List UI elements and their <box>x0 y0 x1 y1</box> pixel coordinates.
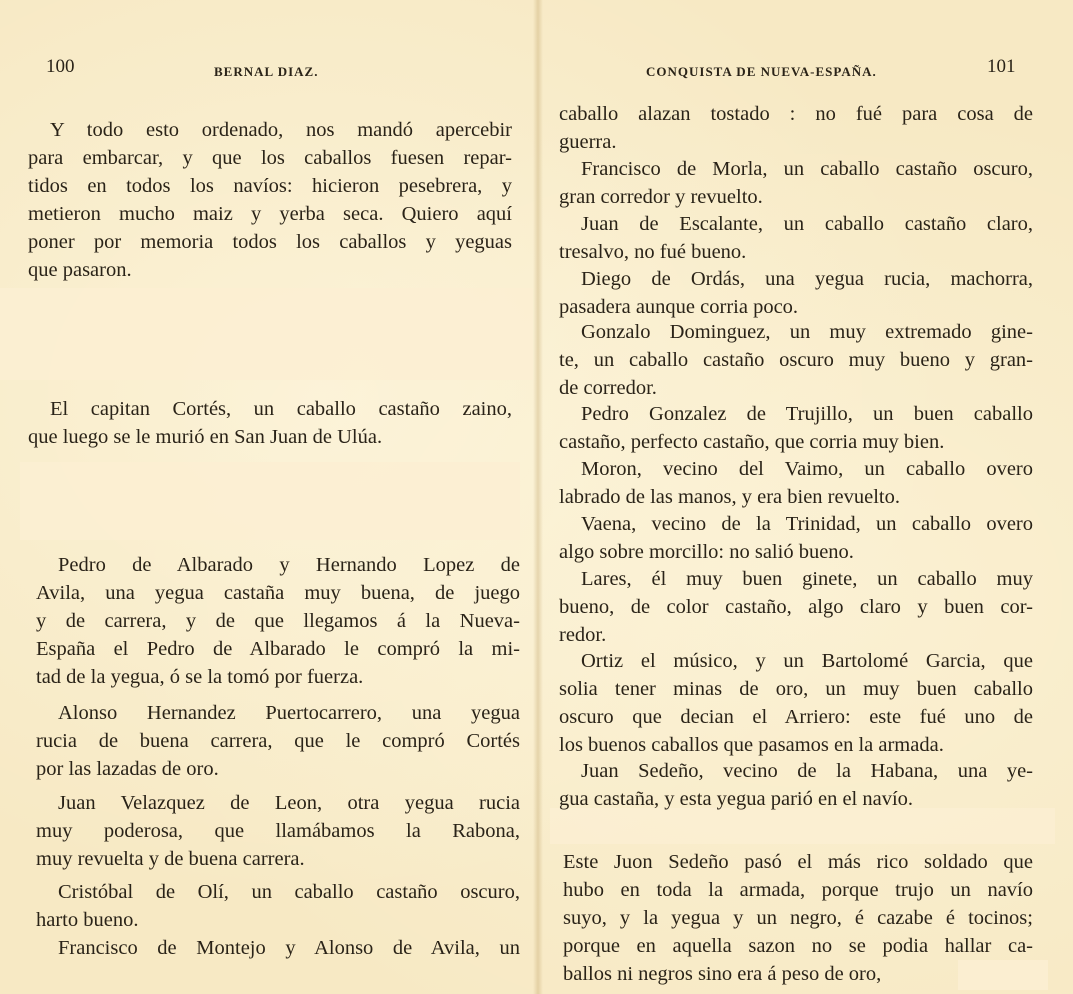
text-line: gua castaña, y esta yegua parió en el navío. <box>559 788 914 810</box>
left-page <box>0 0 533 994</box>
text-line: por las lazadas de oro. <box>36 758 219 780</box>
text-line: Moron, vecino del Vaimo, un caballo overo <box>581 458 1033 480</box>
paragraph <box>559 318 1033 402</box>
text-line: para embarcar, y que los caballos fuesen repar- <box>28 147 512 169</box>
text-line: Pedro Gonzalez de Trujillo, un buen caballo <box>581 403 1033 425</box>
paragraph <box>36 934 520 962</box>
running-head-title: CONQUISTA DE NUEVA-ESPAÑA. <box>646 64 877 79</box>
text-line: metieron mucho maiz y yerba seca. Quiero aquí <box>28 203 512 225</box>
text-line: Alonso Hernandez Puertocarrero, una yegua <box>58 702 520 724</box>
paragraph <box>28 116 512 284</box>
text-line: solia tener minas de oro, un muy buen caballo <box>559 678 1033 700</box>
paragraph <box>559 647 1033 759</box>
text-line: Juan de Escalante, un caballo castaño claro, <box>581 213 1033 235</box>
paragraph <box>36 699 520 783</box>
text-line: oscuro que decian el Arriero: este fué uno de <box>559 706 1033 728</box>
text-line: hubo en toda la armada, porque trujo un navío <box>563 879 1033 901</box>
text-line: Lares, él muy buen ginete, un caballo muy <box>581 568 1033 590</box>
text-line: Cristóbal de Olí, un caballo castaño oscuro, <box>58 881 520 903</box>
text-line: rucia de buena carrera, que le compró Cortés <box>36 730 520 752</box>
text-line: Juan Velazquez de Leon, otra yegua rucia <box>58 792 520 814</box>
text-line: Francisco de Morla, un caballo castaño oscuro, <box>581 158 1033 180</box>
text-line: bueno, de color castaño, algo claro y buen cor- <box>559 596 1033 618</box>
paragraph <box>559 455 1033 511</box>
text-line: los buenos caballos que pasamos en la armada. <box>559 734 944 756</box>
paragraph <box>559 565 1033 649</box>
text-line: Este Juon Sedeño pasó el más rico soldado que <box>563 851 1033 873</box>
text-line: castaño, perfecto castaño, que corria muy bien. <box>559 431 945 453</box>
text-line: tad de la yegua, ó se la tomó por fuerza. <box>36 666 364 688</box>
text-line: Francisco de Montejo y Alonso de Avila, un <box>58 937 520 959</box>
right-page <box>543 0 1073 994</box>
text-line: porque en aquella sazon no se podia hallar ca- <box>563 935 1033 957</box>
text-line: que luego se le murió en San Juan de Ulúa. <box>28 426 383 448</box>
text-line: Pedro de Albarado y Hernando Lopez de <box>58 554 520 576</box>
text-line: Diego de Ordás, una yegua rucia, machorra, <box>581 268 1033 290</box>
paragraph <box>559 510 1033 566</box>
text-line: gran corredor y revuelto. <box>559 186 763 208</box>
text-line: Vaena, vecino de la Trinidad, un caballo overo <box>581 513 1033 535</box>
paragraph <box>559 265 1033 321</box>
text-line: tidos en todos los navíos: hicieron pesebrera, y <box>28 175 512 197</box>
paragraph <box>559 400 1033 456</box>
text-line: Y todo esto ordenado, nos mandó apercebir <box>50 119 512 141</box>
text-line: guerra. <box>559 131 617 153</box>
running-head-title: BERNAL DIAZ. <box>214 64 319 79</box>
text-line: harto bueno. <box>36 909 139 931</box>
text-line: y de carrera, y de que llegamos á la Nueva- <box>36 610 520 632</box>
text-line: poner por memoria todos los caballos y yeguas <box>28 231 512 253</box>
text-line: Gonzalo Dominguez, un muy extremado gine- <box>581 321 1033 343</box>
paragraph <box>563 848 1033 988</box>
text-line: caballo alazan tostado : no fué para cosa de <box>559 103 1033 125</box>
text-line: tresalvo, no fué bueno. <box>559 241 747 263</box>
text-line: algo sobre morcillo: no salió bueno. <box>559 541 854 563</box>
paragraph <box>36 551 520 691</box>
text-line: ballos ni negros sino era á peso de oro, <box>563 963 882 985</box>
text-line: de corredor. <box>559 377 657 399</box>
text-line: suyo, y la yegua y un negro, é cazabe é tocinos; <box>563 907 1033 929</box>
text-line: muy poderosa, que llamábamos la Rabona, <box>36 820 520 842</box>
text-line: que pasaron. <box>28 259 132 281</box>
text-line: pasadera aunque corria poco. <box>559 296 799 318</box>
text-line: El capitan Cortés, un caballo castaño zaino, <box>50 398 512 420</box>
page-number: 101 <box>987 56 1016 77</box>
paragraph <box>559 155 1033 211</box>
text-line: Avila, una yegua castaña muy buena, de juego <box>36 582 520 604</box>
text-line: Juan Sedeño, vecino de la Habana, una ye- <box>581 760 1033 782</box>
text-line: te, un caballo castaño oscuro muy bueno y gran- <box>559 349 1033 371</box>
paragraph <box>559 100 1033 156</box>
paragraph <box>36 878 520 934</box>
paragraph <box>36 789 520 873</box>
paragraph <box>28 395 512 451</box>
page-number: 100 <box>46 56 75 77</box>
book-gutter <box>533 0 543 994</box>
text-line: España el Pedro de Albarado le compró la mi- <box>36 638 520 660</box>
text-line: Ortiz el músico, y un Bartolomé Garcia, que <box>581 650 1033 672</box>
paragraph <box>559 210 1033 266</box>
text-line: muy revuelta y de buena carrera. <box>36 848 305 870</box>
text-line: labrado de las manos, y era bien revuelto. <box>559 486 900 508</box>
paragraph <box>559 757 1033 813</box>
text-line: redor. <box>559 624 607 646</box>
